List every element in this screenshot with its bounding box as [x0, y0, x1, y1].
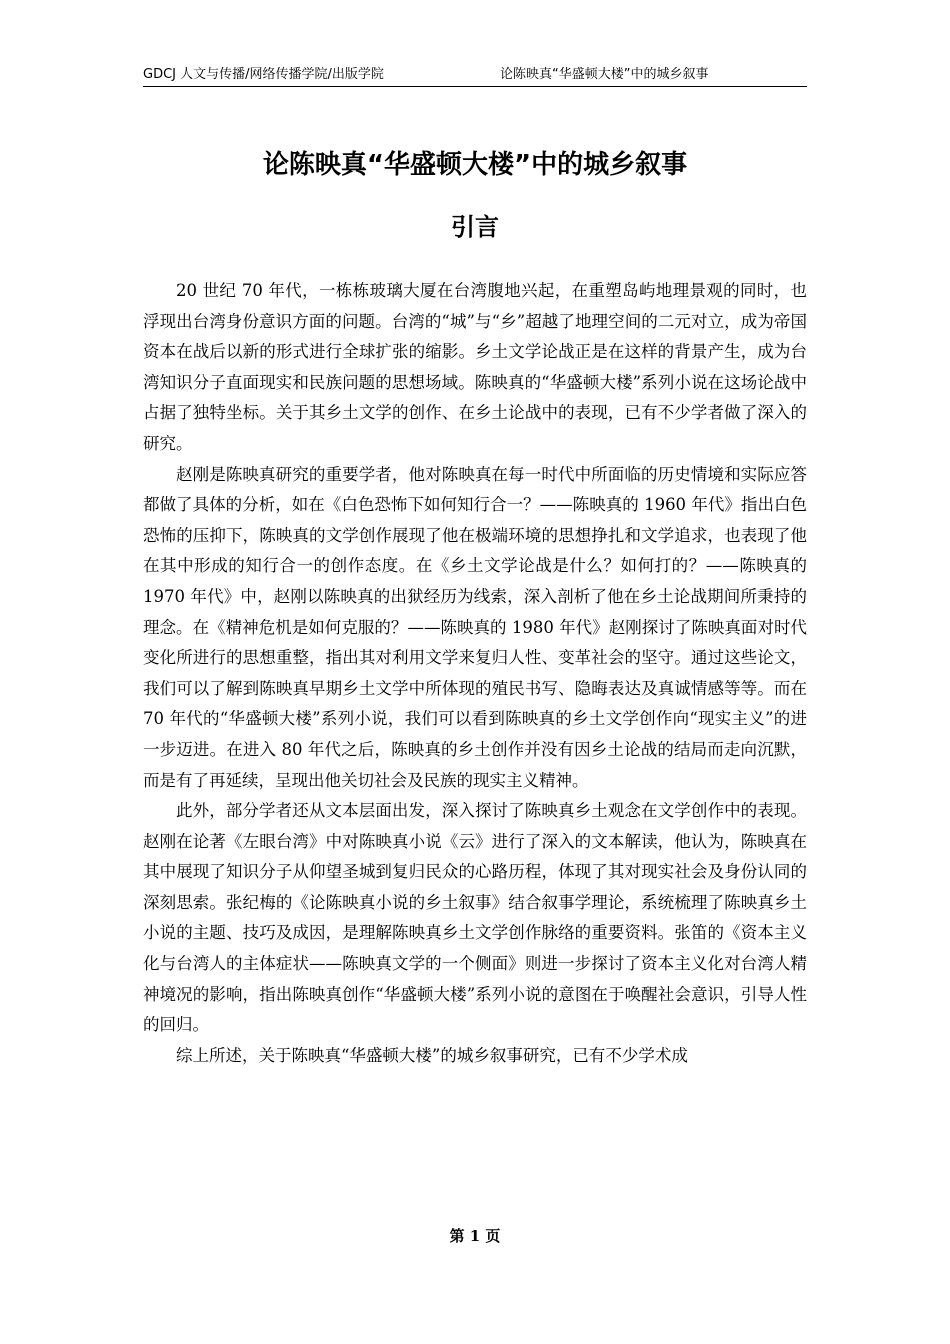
paragraph-1: 20 世纪 70 年代，一栋栋玻璃大厦在台湾腹地兴起，在重塑岛屿地理景观的同时，也浮现出台湾身份意识方面的问题。台湾的“城”与“乡”超越了地理空间的二元对立，成为帝国资本在战后以新的形式进行全球扩张的缩影。乡土文学论战正是在这样的背景产生，成为台湾知识分子直面现实和民族问题的思想场域。陈映真的“华盛顿大楼”系列小说在这场论战中占据了独特坐标。关于其乡土文学的创作、在乡土论战中的表现，已有不少学者做了深入的研究。 [143, 281, 807, 453]
paragraph-4: 综上所述，关于陈映真“华盛顿大楼”的城乡叙事研究，已有不少学术成 [176, 1045, 688, 1065]
section-heading-introduction: 引言 [451, 213, 499, 241]
page-number: 第 1 页 [449, 1227, 501, 1245]
paragraph-3: 此外，部分学者还从文本层面出发，深入探讨了陈映真乡土观念在文学创作中的表现。赵刚在论著《左眼台湾》中对陈映真小说《云》进行了深入的文本解读，他认为，陈映真在其中展现了知识分子从仰望圣城到复归民众的心路历程，体现了其对现实社会及身份认同的深刻思索。张纪梅的《论陈映真小说的乡土叙事》结合叙事学理论，系统梳理了陈映真乡土小说的主题、技巧及成因，是理解陈映真乡土文学创作脉络的重要资料。张笛的《资本主义化与台湾人的主体症状——陈映真文学的一个侧面》则进一步探讨了资本主义化对台湾人精神境况的影响，指出陈映真创作“华盛顿大楼”系列小说的意图在于唤醒社会意识，引导人性的回归。 [143, 801, 807, 1035]
running-header [143, 66, 807, 86]
header-paper-title: 论陈映真“华盛顿大楼”中的城乡叙事 [500, 67, 709, 82]
paper-title: 论陈映真“华盛顿大楼”中的城乡叙事 [262, 150, 688, 180]
body-text [143, 276, 807, 1071]
header-rule [143, 86, 807, 87]
paragraph-2: 赵刚是陈映真研究的重要学者，他对陈映真在每一时代中所面临的历史情境和实际应答都做了具体的分析，如在《白色恐怖下如何知行合一？——陈映真的 1960 年代》指出白色恐怖的压抑下，陈映真的文学创作展现了他在极端环境的思想挣扎和文学追求，也表现了他在其中形成的知行合一的创作态度。在《乡土文学论战是什么？如何打的？——陈映真的 1970 年代》中，赵刚以陈映真的出狱经历为线索，深入剖析了他在乡土论战期间所秉持的理念。在《精神危机是如何克服的？——陈映真的 1980 年代》赵刚探讨了陈映真面对时代变化所进行的思想重整，指出其对利用文学来复归人性、变革社会的坚守。通过这些论文，我们可以了解到陈映真早期乡土文学中所体现的殖民书写、隐晦表达及真诚情感等等。而在 70 年代的“华盛顿大楼”系列小说，我们可以看到陈映真的乡土文学创作向“现实主义”的进一步迈进。在进入 80 年代之后，陈映真的乡土创作并没有因乡土论战的结局而走向沉默，而是有了再延续，呈现出他关切社会及民族的现实主义精神。 [143, 464, 807, 790]
header-institution: GDCJ 人文与传播/网络传播学院/出版学院 [143, 67, 384, 82]
